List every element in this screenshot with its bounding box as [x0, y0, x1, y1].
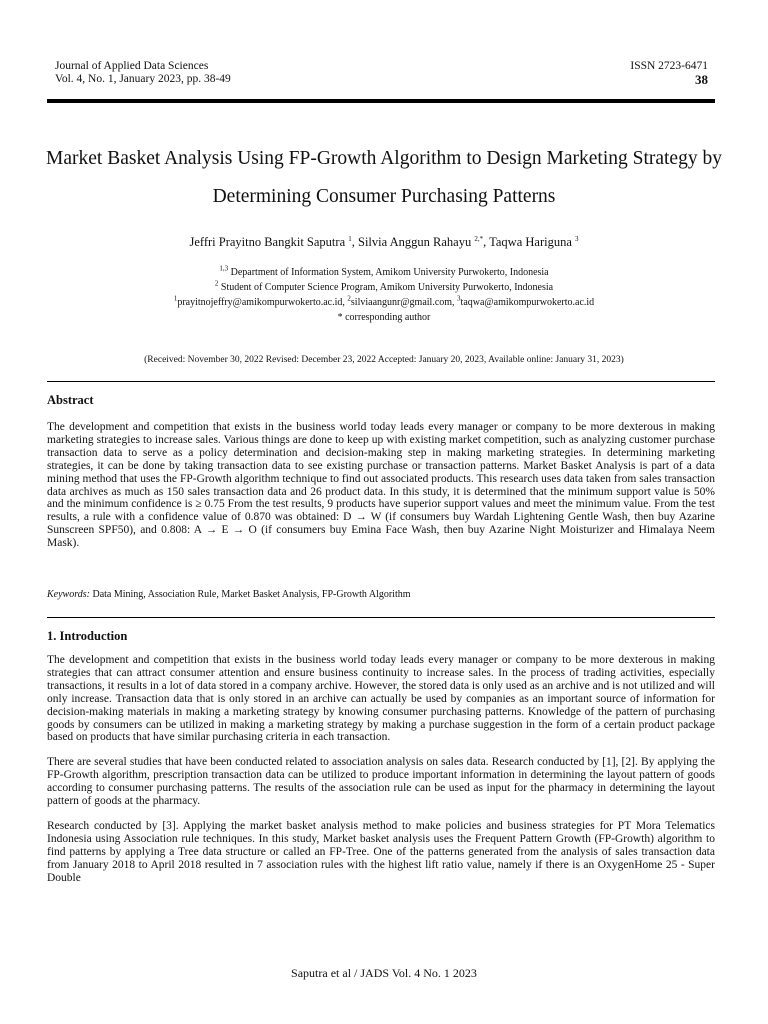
- journal-name: Journal of Applied Data Sciences: [55, 60, 209, 72]
- email-link[interactable]: silviaangunr@gmail.com: [350, 297, 453, 308]
- author-name: Taqwa Hariguna: [489, 235, 572, 249]
- email-link[interactable]: taqwa@amikompurwokerto.ac.id: [460, 297, 595, 308]
- email-line: [0, 295, 768, 310]
- paragraph: Research conducted by [3]. Applying the market basket analysis method to make policies and business strategies for PT Mora Telematics Indonesia using Association rule techniques. In this study, Market basket analysis uses the Frequent Pattern Growth (FP-Growth) algorithm to find patterns by applying a Tree data structure or called an FP-Tree. One of the patterns generated from the analysis of sales transaction data from January 2018 to April 2018 resulted in 7 association rules with the highest lift ratio value, namely if there is an OxygenHome 25 - Super Double: [47, 819, 715, 884]
- author-mark: 3: [575, 234, 579, 243]
- author: [489, 235, 578, 249]
- keywords-label: Keywords:: [47, 589, 90, 600]
- email-link[interactable]: prayitnojeffry@amikompurwokerto.ac.id: [177, 297, 343, 308]
- volume-info: Vol. 4, No. 1, January 2023, pp. 38-49: [55, 73, 231, 85]
- page-footer: Saputra et al / JADS Vol. 4 No. 1 2023: [291, 966, 477, 980]
- running-header-right: [630, 60, 708, 86]
- author-name: Jeffri Prayitno Bangkit Saputra: [189, 235, 346, 249]
- publication-dates: (Received: November 30, 2022 Revised: December 23, 2022 Accepted: January 20, 2023, Available online: January 31, 2023): [144, 355, 624, 365]
- divider: [47, 617, 715, 618]
- affiliation-mark: 1,3: [219, 264, 229, 273]
- divider: [47, 381, 715, 382]
- email-separator: ,: [342, 297, 348, 308]
- paragraph: The development and competition that exists in the business world today leads every manager or company to be more dexterous in making strategies that can attract consumer attention and ensure business continuity to increase sales. In the process of trading activities, especially transactions, it results in a lot of data stored in a company archive. However, the stored data is only used as an archive and is not utilized and will only increase. Transaction data that is only stored in an archive can actually be used by companies as an important source of information for decision-making materials in making a marketing strategy by knowing consumer purchasing patterns. Knowledge of the pattern of purchasing goods by consumers can be utilized in making a marketing strategy by making a purchase suggestion in the form of a certain product package based on products that have similar purchasing criteria in each transaction.: [47, 654, 715, 744]
- author-mark: 2,*: [474, 234, 484, 243]
- author-mark: 1: [348, 234, 352, 243]
- email-separator: ,: [452, 297, 458, 308]
- issn: ISSN 2723-6471: [630, 60, 708, 72]
- affiliation: [0, 280, 768, 295]
- abstract-heading: Abstract: [47, 393, 94, 407]
- email-mark: 3: [457, 294, 461, 303]
- introduction-body: [47, 654, 715, 885]
- paragraph: There are several studies that have been conducted related to association analysis on sales data. Research conducted by [1], [2]. By applying the FP-Growth algorithm, prescription transaction data can be utilized to produce important information in determining the layout pattern of goods according to consumer purchasing patterns. The results of the association rule can be used as input for the pharmacy in determining the layout pattern of goods at the pharmacy.: [47, 756, 715, 808]
- abstract-text: The development and competition that exists in the business world today leads every manager or company to be more dexterous in making marketing strategies to increase sales. Various things are done to keep up with existing market competition, such as analyzing customer purchase transaction data to serve as a policy determination and decision-making step in making marketing strategies. In determining marketing strategies, it can be done by taking transaction data to see existing purchase or transaction patterns. Market Basket Analysis is part of a data mining method that uses the FP-Growth algorithm technique to find out associated products. This research uses data taken from sales transaction data archives as much as 150 sales transaction data and 26 product data. In this study, it is determined that the minimum support value is 50% and the minimum confidence is ≥ 0.75 From the test results, 9 products have superior support values and meet the minimum value. From the test results, a rule with a confidence value of 0.870 was obtained: D → W (if consumers buy Wardah Lightening Gentle Wash, then buy Azarine Sunscreen SPF50), and 0.808: A → E → O (if consumers buy Emina Face Wash, then buy Azarine Night Moisturizer and Himalaya Neem Mask).: [47, 421, 715, 550]
- author: [358, 235, 489, 249]
- paper-title: Market Basket Analysis Using FP-Growth Algorithm to Design Marketing Strategy by Determining Consumer Purchasing Patterns: [46, 148, 722, 207]
- affiliations: [0, 265, 768, 325]
- running-header-left: [55, 60, 231, 86]
- author-separator: ,: [351, 235, 358, 249]
- header-rule: [47, 99, 715, 103]
- author: [189, 235, 358, 249]
- page-number: 38: [695, 72, 708, 87]
- author-name: Silvia Anggun Rahayu: [358, 235, 472, 249]
- affiliation-text: Department of Information System, Amikom University Purwokerto, Indonesia: [230, 267, 549, 278]
- corresponding-author-note: * corresponding author: [337, 312, 431, 323]
- keywords: [47, 589, 411, 600]
- email-mark: 2: [347, 294, 351, 303]
- section-heading-introduction: 1. Introduction: [47, 629, 128, 643]
- affiliation: [0, 265, 768, 280]
- author-separator: ,: [483, 235, 490, 249]
- keywords-text: Data Mining, Association Rule, Market Basket Analysis, FP-Growth Algorithm: [92, 589, 411, 600]
- affiliation-mark: 2: [214, 279, 219, 288]
- affiliation-text: Student of Computer Science Program, Amikom University Purwokerto, Indonesia: [220, 282, 554, 293]
- author-list: [0, 235, 768, 250]
- email-mark: 1: [173, 294, 178, 303]
